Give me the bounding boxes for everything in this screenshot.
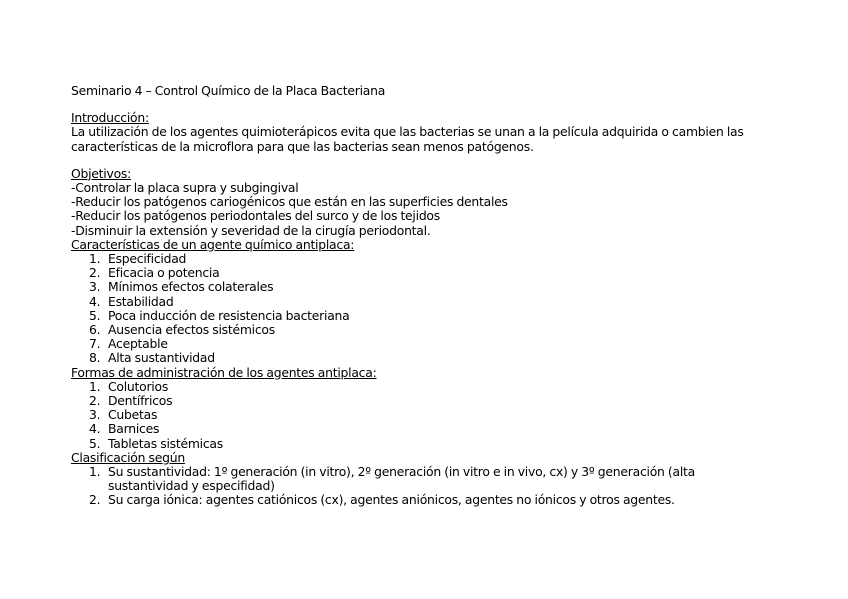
list-item-text: Cubetas	[108, 407, 158, 423]
list-item	[71, 465, 771, 493]
blank-line	[71, 98, 771, 111]
list-item-text: Tabletas sistémicas	[108, 435, 223, 451]
list-item-text: Colutorios	[108, 378, 169, 394]
list-item-text: Alta sustantividad	[108, 350, 215, 366]
list-number: 8.	[89, 350, 101, 366]
list-item	[71, 351, 771, 365]
list-number: 5.	[89, 307, 101, 323]
list-number: 2.	[89, 265, 101, 281]
intro-heading: Introducción:	[71, 110, 149, 126]
list-item	[71, 266, 771, 280]
administration-heading: Formas de administración de los agentes antiplaca:	[71, 364, 377, 380]
list-item-text: Aceptable	[108, 336, 168, 352]
list-item-text: Especificidad	[108, 251, 187, 267]
blank-line	[71, 154, 771, 167]
list-item-text: Dentífricos	[108, 393, 173, 409]
objective-item: -Disminuir la extensión y severidad de la cirugía periodontal.	[71, 222, 431, 238]
list-item	[71, 493, 771, 507]
list-item-text: Estabilidad	[108, 293, 174, 309]
list-number: 4.	[89, 421, 101, 437]
list-item-text: Su carga iónica: agentes catiónicos (cx), agentes aniónicos, agentes no iónicos y otros agentes.	[108, 492, 675, 508]
list-number: 5.	[89, 435, 101, 451]
list-item	[71, 408, 771, 422]
list-number: 3.	[89, 407, 101, 423]
classification-heading: Clasificación según	[71, 449, 185, 465]
list-item	[71, 323, 771, 337]
list-number: 6.	[89, 322, 101, 338]
list-item-text: Su sustantividad: 1º generación (in vitro), 2º generación (in vitro e in vivo, cx) y 3º generación (alta sustantividad y especifidad)	[108, 464, 695, 494]
list-item	[71, 394, 771, 408]
list-number: 2.	[89, 492, 101, 508]
list-number: 4.	[89, 293, 101, 309]
list-number: 1.	[89, 464, 101, 480]
list-item-text: Barnices	[108, 421, 160, 437]
document-page	[71, 84, 771, 508]
objective-item: -Controlar la placa supra y subgingival	[71, 180, 299, 195]
list-number: 2.	[89, 393, 101, 409]
list-item-text: Ausencia efectos sistémicos	[108, 322, 275, 338]
list-item	[71, 295, 771, 309]
objective-item: -Reducir los patógenos periodontales del surco y de los tejidos	[71, 208, 440, 224]
list-number: 1.	[89, 251, 101, 267]
objective-item: -Reducir los patógenos cariogénicos que están en las superficies dentales	[71, 194, 508, 210]
list-item-text: Mínimos efectos colaterales	[108, 279, 274, 295]
classification-list	[71, 465, 771, 508]
list-item	[71, 437, 771, 451]
list-item-text: Poca inducción de resistencia bacteriana	[108, 307, 350, 323]
objectives-heading: Objetivos:	[71, 165, 132, 181]
intro-paragraph: La utilización de los agentes quimioterápicos evita que las bacterias se unan a la película adquirida o cambien las características de la microflora para que las bacterias sean menos patógenos.	[71, 124, 744, 154]
list-item	[71, 380, 771, 394]
list-number: 7.	[89, 336, 101, 352]
list-item	[71, 422, 771, 436]
characteristics-heading: Características de un agente químico antiplaca:	[71, 236, 355, 252]
list-number: 3.	[89, 279, 101, 295]
list-item-text: Eficacia o potencia	[108, 265, 220, 281]
document-title: Seminario 4 – Control Químico de la Placa Bacteriana	[71, 83, 386, 98]
list-item	[71, 337, 771, 351]
list-number: 1.	[89, 378, 101, 394]
list-item	[71, 309, 771, 323]
characteristics-list	[71, 252, 771, 366]
administration-list	[71, 380, 771, 451]
list-item	[71, 280, 771, 294]
list-item	[71, 252, 771, 266]
